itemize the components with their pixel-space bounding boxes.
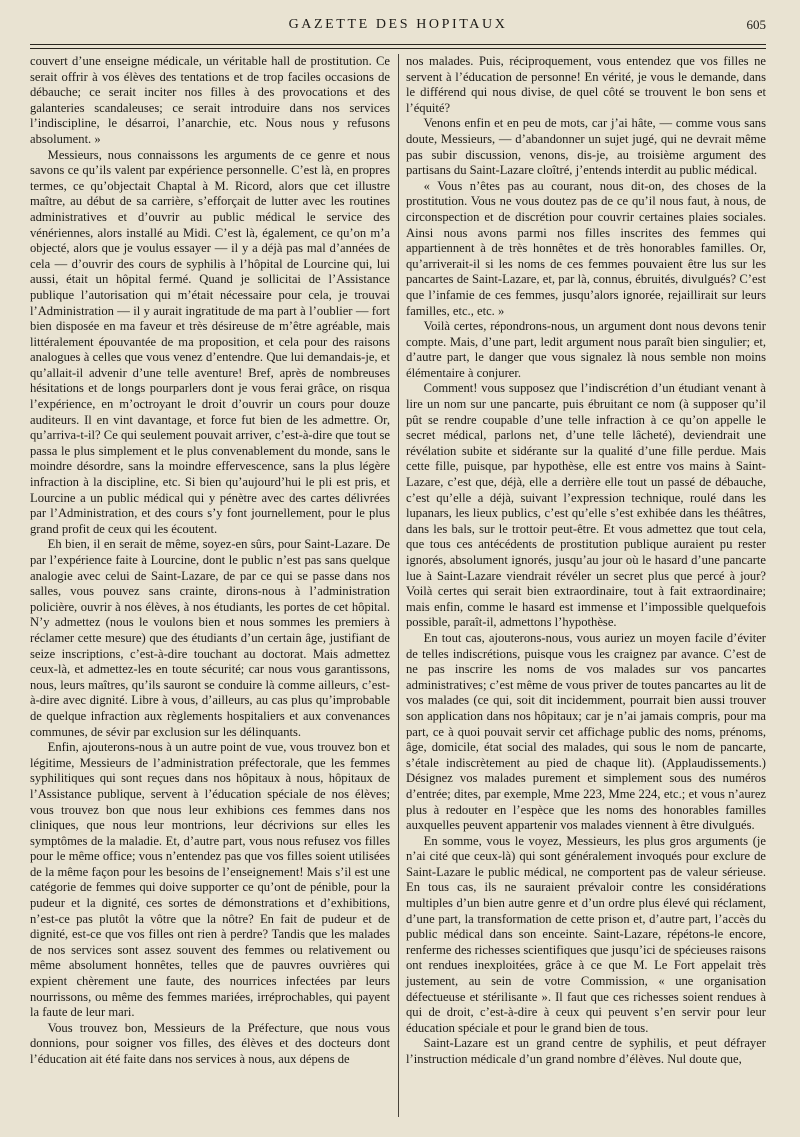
paragraph: Messieurs, nous connaissons les arguments de ce genre et nous savons ce qu’ils valent par expérience personnelle. C’est là, en propres termes, ce qu’objectait Chaptal à M. Ricord, alors que cet illustre maître, au début de sa carrière, s’efforçait de lutter avec les routines administratives et d’ouvrir au public médical le service des vénériennes, alors installé au Midi. C’est là, également, ce qu’on m’a objecté, alors que je voulus essayer — il y a déjà pas mal d’années de cela — d’ouvrir des cours de syphilis à l’hôpital de Lourcine qui, lui aussi, était un hôpital fermé. Quand je sollicitai de l’Assistance publique l’autorisation qui m’était nécessaire pour cela, je trouvai l’Administration — il y aurait ingratitude de ma part à l’oublier — fort bien disposée en ma faveur et très désireuse de m’être agréable, mais littéralement épouvantée de ma proposition, et cela pour des raisons analogues à celles que vous venez d’entendre. Que lui demandais-je, et qu’allait-il advenir d’une telle aventure! Bref, après de nombreuses hésitations et de longs pourparlers dont je vous ferai grâce, on risqua l’expérience, en m’octroyant le droit d’ouvrir un cours pour douze auditeurs. Il en vint davantage, et force fut bien de les admettre. Or, qu’arriva-t-il? Ce qui seulement pouvait arriver, c’est-à-dire que tout se passa le plus simplement et le plus convenablement du monde, sans le moindre désordre, sans la moindre effervescence, sans la plus légère infraction à la discipline, etc. Si bien qu’aujourd’hui le pli est pris, et Lourcine a un public médical qui y pénètre avec des cartes délivrées par l’Administration, et des cours s’y font journellement, pour le plus grand profit de ceux qui les écoutent. <box>30 147 390 536</box>
header-rule-thin <box>30 48 766 49</box>
right-column <box>406 54 766 1117</box>
paragraph: Enfin, ajouterons-nous à un autre point de vue, vous trouvez bon et légitime, Messieurs de l’administration préfectorale, que les femmes syphilitiques qui sont reçues dans nos hôpitaux à nous, hôpitaux de l’Assistance publique, servent à l’éducation spéciale de nos élèves; vous trouvez bon que nous leur exhibions ces femmes dans nos cliniques, que nous leur montrions, leur décrivions sur elles les symptômes de la maladie. Et, d’autre part, vous nous refusez vos filles pour le même office; vous n’entendez pas que vos filles soient utilisées de la même façon pour les besoins de l’enseignement! Mais s’il est une catégorie de femmes qui doive supporter ce qu’ont de pénible, pour la pudeur et la dignité, ces sortes de démonstrations et d’exhibitions, n’est-ce pas plutôt la vôtre que la nôtre? En fait de pudeur et de dignité, est-ce que vos filles ont rien à perdre? Tandis que les malades de nos services sont assez souvent des femmes ou relativement ou même absolument honnêtes, telles que de pauvres ouvrières qui expient chèrement une faute, des nourrices infectées par leurs nourrissons, ou même des femmes mariées, irréprochables, qui payent la faute de leur mari. <box>30 740 390 1020</box>
text-columns <box>30 54 766 1117</box>
page-number: 605 <box>746 17 766 32</box>
paragraph: En tout cas, ajouterons-nous, vous auriez un moyen facile d’éviter de telles indiscrétions, puisque vous les craignez par avance. C’est de ne pas inscrire les noms de vos malades sur vos pancartes administratives; c’est même de vous priver de toutes pancartes au lit de vos malades (ce qui, soit dit incidemment, pourrait bien aussi trouver son application dans nos hôpitaux; car je n’ai jamais compris, pour ma part, ce à quoi pouvait servir cet affichage public des noms, prénoms, âge, domicile, état social des malades, qui sous le nom de pancarte, s’étale indiscrètement au pied de chaque lit). (Applaudissements.) Désignez vos malades purement et simplement sous des numéros d’entrée; dites, par exemple, Mme 223, Mme 224, etc.; et vous n’aurez plus à redouter en l’espèce que les noms des honorables familles auxquelles peuvent appartenir vos malades viennent à être divulgués. <box>406 630 766 833</box>
journal-title: GAZETTE DES HOPITAUX <box>288 17 508 32</box>
paragraph: « Vous n’êtes pas au courant, nous dit-on, des choses de la prostitution. Vous ne vous doutez pas de ce qu’il nous faut, à nous, de circonspection et de discrétion pour couvrir certaines plaies sociales. Ainsi nous avons parmi nos filles inscrites des femmes qui appartiennent à de très honnêtes et de très honorables familles. Or, qu’arriverait-il si les noms de ces femmes pouvaient être lus sur les pancartes de Saint-Lazare, et, par là, connus, ébruités, divulgués? C’est que l’infamie de ces femmes, jusqu’alors ignorée, rejaillirait sur leurs familles, etc., etc. » <box>406 178 766 318</box>
page-header <box>30 12 766 38</box>
paragraph: Venons enfin et en peu de mots, car j’ai hâte, — comme vous sans doute, Messieurs, — d’abandonner un sujet jugé, qui ne devrait même pas subir discussion, venons, dis-je, au troisième argument des partisans du Saint-Lazare cloîtré, j’entends interdit au public médical. <box>406 116 766 178</box>
paragraph: En somme, vous le voyez, Messieurs, les plus gros arguments (je n’ai cité que ceux-là) qui sont généralement invoqués pour exclure de Saint-Lazare le public médical, ne comportent pas de valeur sérieuse. En tous cas, ils ne sauraient prévaloir contre les considérations multiples d’un bien autre genre et d’un ordre plus élevé qui réclament, d’une part, la transformation de cette prison et, d’autre part, l’accès du public médical dans son enceinte. Saint-Lazare, répétons-le encore, renferme des richesses scientifiques que jusqu’ici de spécieuses raisons ont rendues inexploitées, grâce à ce que M. Le Fort appelait très justement, au sein de votre Commission, « une organisation défectueuse et stérilisante ». Il faut que ces richesses soient rendues à qui de droit, c’est-à-dire à ceux qui peuvent s’en servir pour leur éducation spéciale et pour le grand bien de tous. <box>406 833 766 1035</box>
left-column <box>30 54 390 1117</box>
paragraph: nos malades. Puis, réciproquement, vous entendez que vos filles ne servent à l’éducation de personne! En vérité, je vous le demande, dans le différend qui nous divise, de quel côté se trouvent le bon sens et l’équité? <box>406 54 766 115</box>
paragraph: Saint-Lazare est un grand centre de syphilis, et peut défrayer l’instruction médicale d’un grand nombre d’élèves. Nul doute que, <box>406 1036 766 1066</box>
column-divider <box>398 54 399 1117</box>
paragraph: Vous trouvez bon, Messieurs de la Préfecture, que nous vous donnions, pour soigner vos filles, des élèves et des docteurs dont l’éducation ait été faite dans nos services à nous, aux dépens de <box>30 1020 390 1066</box>
paragraph: Comment! vous supposez que l’indiscrétion d’un étudiant venant à lire un nom sur une pancarte, puis ébruitant ce nom (à supposer qu’il pût se rendre coupable d’une telle infraction à ce qu’on appelle le secret médical, parlons net, d’une telle lâcheté), deviendrait une révélation subite et sidérante sur la qualité d’une fille perdue. Mais cette fille, puisque, par hypothèse, elle est entre vos mains à Saint-Lazare, c’est que, déjà, elle a derrière elle tout un passé de débauche, c’est qu’elle a déjà, suivant l’expression technique, roulé dans les lupanars, les lieux publics, c’est qu’elle s’est exhibée dans les théâtres, dans les bals, sur le trottoir peut-être. Et vous admettez que tout cela, que tous ces antécédents de prostitution publique auraient pu rester ignorés, absolument ignorés, jusqu’au jour où le hasard d’une pancarte lue à Saint-Lazare viendrait révéler un secret plus que percé à jour? Voilà certes qui serait bien extraordinaire, tout à fait extraordinaire; mais enfin, comme le hasard est immense et l’impossible quelquefois possible, paraît-il, admettons l’hypothèse. <box>406 381 766 630</box>
paragraph: Eh bien, il en serait de même, soyez-en sûrs, pour Saint-Lazare. De par l’expérience faite à Lourcine, dont le public n’est pas sans quelque analogie avec celui de Saint-Lazare, de par ce qui se passe dans nos salles, vous pouvez sans crainte, dirons-nous à l’administration policière, ouvrir à nos élèves, à nos étudiants, les portes de cet hôpital. N’y admettez (nous le voulons bien et nous sommes les premiers à réclamer cette mesure) que des étudiants d’un certain âge, justifiant de seize inscriptions, c’est-à-dire touchant au doctorat. Mais admettez ceux-là, et admettez-les en toute sécurité; car nous vous garantissons, nous, leurs maîtres, qu’ils sauront se conduire là comme ailleurs, c’est-à-dire avec dignité. Libre à vous, d’ailleurs, au cas plus qu’improbable de quelque infraction aux règlements hospitaliers et aux convenances communes, de sévir par exclusion sur les délinquants. <box>30 537 390 739</box>
paragraph: couvert d’une enseigne médicale, un véritable hall de prostitution. Ce serait offrir à vos élèves des tentations et de trop faciles occasions de débauche; ce serait inciter nos filles à des provocations et des galanteries scandaleuses; ce serait introduire dans nos services l’indiscipline, le désarroi, l’anarchie, etc. Nous nous y refusons absolument. » <box>30 54 390 146</box>
header-rule-thick <box>30 44 766 45</box>
paragraph: Voilà certes, répondrons-nous, un argument dont nous devons tenir compte. Mais, d’une part, ledit argument nous paraît bien singulier; et, d’autre part, le danger que vous signalez là nous semble non moins élémentaire à conjurer. <box>406 319 766 380</box>
